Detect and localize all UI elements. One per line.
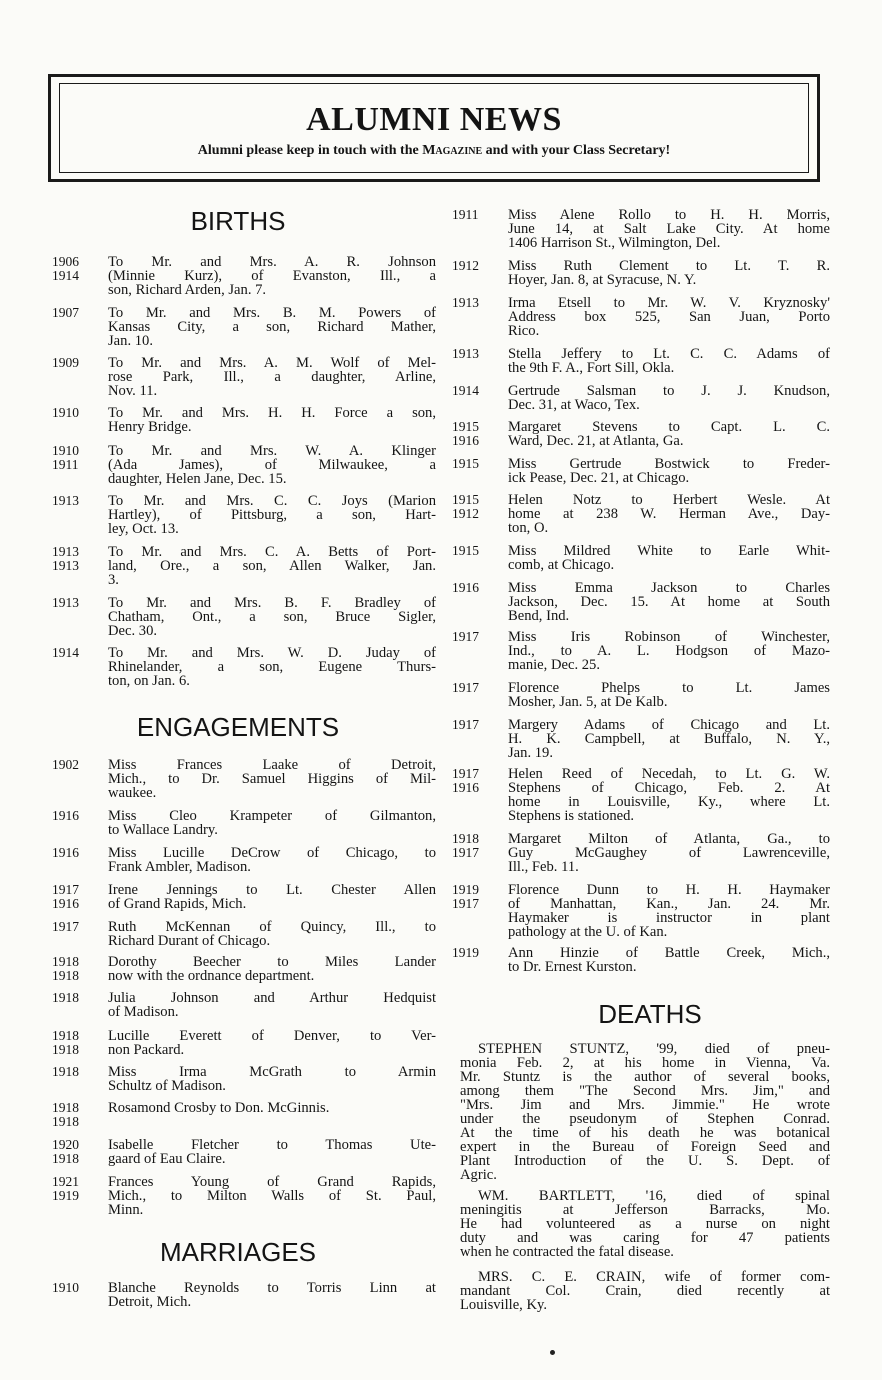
class-year: 1913 bbox=[52, 493, 79, 508]
death-notice-line: mandant Col. Crain, died recently at bbox=[460, 1283, 830, 1299]
entry-years bbox=[52, 494, 98, 508]
marriages-heading: MARRIAGES bbox=[159, 1237, 317, 1267]
death-notice bbox=[460, 1270, 830, 1312]
class-year: 1913 bbox=[52, 595, 79, 610]
entry-line: Chatham, Ont., a son, Bruce Sigler, bbox=[108, 609, 436, 625]
death-notice-line: when he contracted the fatal disease. bbox=[460, 1244, 674, 1260]
class-year: 1918 bbox=[52, 1151, 79, 1166]
class-year: 1913 bbox=[452, 295, 479, 310]
left-column bbox=[52, 0, 436, 1380]
class-year: 1915 bbox=[452, 456, 479, 471]
class-year: 1916 bbox=[452, 433, 479, 448]
class-year: 1911 bbox=[52, 457, 79, 472]
entry-years bbox=[452, 259, 498, 273]
entry-years bbox=[52, 1281, 98, 1295]
class-year: 1910 bbox=[52, 1280, 79, 1295]
class-year: 1913 bbox=[452, 346, 479, 361]
death-notice-line: under the pseudonym of Stephen Conrad. bbox=[460, 1111, 830, 1127]
entry-text bbox=[508, 347, 830, 375]
entry-line: Miss Emma Jackson to Charles bbox=[508, 580, 830, 596]
entry-line: Rhinelander, a son, Eugene Thurs- bbox=[108, 659, 436, 675]
entry-years bbox=[52, 1029, 98, 1057]
class-year: 1918 bbox=[52, 968, 79, 983]
entry-text bbox=[108, 920, 436, 948]
entry-line: Bend, Ind. bbox=[508, 608, 570, 624]
entry-line: To Mr. and Mrs. W. D. Juday of bbox=[108, 645, 436, 661]
entry-years bbox=[52, 406, 98, 420]
entry-line: manie, Dec. 25. bbox=[508, 657, 600, 673]
death-notice-line: WM. BARTLETT, '16, died of spinal bbox=[478, 1188, 830, 1204]
entry-line: of Grand Rapids, Mich. bbox=[108, 896, 247, 912]
class-year: 1919 bbox=[452, 882, 479, 897]
death-notice-line: Mr. Stuntz is the author of several books, bbox=[460, 1069, 830, 1085]
entry-line: Detroit, Mich. bbox=[108, 1294, 192, 1310]
entry-line: Stephens is stationed. bbox=[508, 808, 635, 824]
entry-years bbox=[452, 581, 498, 595]
entry-years bbox=[52, 255, 98, 283]
engagements-heading: ENGAGEMENTS bbox=[136, 712, 340, 742]
entry-line: Haymaker is instructor in plant bbox=[508, 910, 830, 926]
entry-line: Ill., Feb. 11. bbox=[508, 859, 579, 875]
class-year: 1916 bbox=[52, 808, 79, 823]
entry-line: Mosher, Jan. 5, at De Kalb. bbox=[508, 694, 668, 710]
entry-line: Julia Johnson and Arthur Hedquist bbox=[108, 990, 436, 1006]
entry-years bbox=[52, 545, 98, 573]
death-notice-line: STEPHEN STUNTZ, '99, died of pneu- bbox=[478, 1041, 830, 1057]
entry-years bbox=[452, 384, 498, 398]
class-year: 1915 bbox=[452, 419, 479, 434]
entry-line: Nov. 11. bbox=[108, 383, 158, 399]
entry-line: To Mr. and Mrs. W. A. Klinger bbox=[108, 443, 436, 459]
death-notice-line: duty and was caring for 47 patients bbox=[460, 1230, 830, 1246]
entry-text bbox=[508, 384, 830, 412]
entry-line: to Dr. Ernest Kurston. bbox=[508, 959, 637, 975]
death-notice-line: "Mrs. Jim and Mrs. Jimmie." He wrote bbox=[460, 1097, 830, 1113]
entry-text bbox=[108, 494, 436, 536]
entry-line: Margery Adams of Chicago and Lt. bbox=[508, 717, 830, 733]
entry-years bbox=[452, 457, 498, 471]
entry-years bbox=[452, 347, 498, 361]
class-year: 1909 bbox=[52, 355, 79, 370]
class-year: 1918 bbox=[52, 954, 79, 969]
entry-years bbox=[52, 846, 98, 860]
entry-line: Dorothy Beecher to Miles Lander bbox=[108, 954, 436, 970]
entry-line: Blanche Reynolds to Torris Linn at bbox=[108, 1280, 436, 1296]
entry-text bbox=[108, 1281, 436, 1309]
entry-line: Irene Jennings to Lt. Chester Allen bbox=[108, 882, 436, 898]
entry-line: Miss Iris Robinson of Winchester, bbox=[508, 629, 830, 645]
entry-line: Jackson, Dec. 15. At home at South bbox=[508, 594, 830, 610]
class-year: 1910 bbox=[52, 405, 79, 420]
deaths-heading: DEATHS bbox=[598, 999, 702, 1029]
entry-years bbox=[452, 832, 498, 860]
entry-line: the 9th F. A., Fort Sill, Okla. bbox=[508, 360, 675, 376]
subtitle-magazine: Magazine bbox=[422, 143, 483, 158]
entry-line: Miss Alene Rollo to H. H. Morris, bbox=[508, 207, 830, 223]
entry-line: Miss Frances Laake of Detroit, bbox=[108, 757, 436, 773]
entry-text bbox=[108, 255, 436, 297]
entry-text bbox=[508, 883, 830, 939]
entry-line: Ward, Dec. 21, at Atlanta, Ga. bbox=[508, 433, 684, 449]
entry-line: Ann Hinzie of Battle Creek, Mich., bbox=[508, 945, 830, 961]
entry-text bbox=[108, 1065, 436, 1093]
entry-line: Jan. 10. bbox=[108, 333, 153, 349]
entry-text bbox=[508, 544, 830, 572]
entry-text bbox=[108, 883, 436, 911]
class-year: 1914 bbox=[452, 383, 479, 398]
class-year: 1918 bbox=[52, 1114, 79, 1129]
death-notice bbox=[460, 1042, 830, 1182]
entry-years bbox=[52, 955, 98, 983]
entry-line: To Mr. and Mrs. C. C. Joys (Marion bbox=[108, 493, 436, 509]
class-year: 1902 bbox=[52, 757, 79, 772]
entry-years bbox=[452, 946, 498, 960]
entry-years bbox=[52, 920, 98, 934]
entry-text bbox=[108, 758, 436, 800]
entry-line: now with the ordnance department. bbox=[108, 968, 315, 984]
entry-line: Margaret Milton of Atlanta, Ga., to bbox=[508, 831, 830, 847]
class-year: 1915 bbox=[452, 492, 479, 507]
class-year: 1919 bbox=[52, 1188, 79, 1203]
entry-years bbox=[452, 544, 498, 558]
entry-line: Schultz of Madison. bbox=[108, 1078, 226, 1094]
entry-line: Florence Dunn to H. H. Haymaker bbox=[508, 882, 830, 898]
entry-line: To Mr. and Mrs. B. F. Bradley of bbox=[108, 595, 436, 611]
entry-line: To Mr. and Mrs. A. R. Johnson bbox=[108, 254, 436, 270]
entry-years bbox=[52, 306, 98, 320]
subtitle-part-3: and with your Class Secretary! bbox=[482, 143, 671, 158]
entry-text bbox=[508, 718, 830, 760]
entry-text bbox=[108, 846, 436, 874]
entry-years bbox=[52, 444, 98, 472]
entry-line: Ind., to A. L. Hodgson of Mazo- bbox=[508, 643, 830, 659]
entry-text bbox=[108, 1138, 436, 1166]
class-year: 1918 bbox=[52, 1042, 79, 1057]
entry-line: Lucille Everett of Denver, to Ver- bbox=[108, 1028, 436, 1044]
class-year: 1907 bbox=[52, 305, 79, 320]
class-year: 1917 bbox=[452, 896, 479, 911]
death-notice-line: At the time of his death he was botanical bbox=[460, 1125, 830, 1141]
entry-line: Miss Lucille DeCrow of Chicago, to bbox=[108, 845, 436, 861]
entry-line: Guy McGaughey of Lawrenceville, bbox=[508, 845, 830, 861]
class-year: 1917 bbox=[452, 766, 479, 781]
entry-line: Stella Jeffery to Lt. C. C. Adams of bbox=[508, 346, 830, 362]
entry-line: To Mr. and Mrs. H. H. Force a son, bbox=[108, 405, 436, 421]
entry-line: daughter, Helen Jane, Dec. 15. bbox=[108, 471, 287, 487]
class-year: 1912 bbox=[452, 258, 479, 273]
class-year: 1918 bbox=[52, 1028, 79, 1043]
entry-line: (Ada James), of Milwaukee, a bbox=[108, 457, 436, 473]
right-column bbox=[452, 0, 830, 1380]
entry-text bbox=[508, 832, 830, 874]
entry-years bbox=[452, 208, 498, 222]
entry-line: land, Ore., a son, Allen Walker, Jan. bbox=[108, 558, 436, 574]
class-year: 1918 bbox=[52, 990, 79, 1005]
class-year: 1916 bbox=[52, 896, 79, 911]
entry-text bbox=[108, 356, 436, 398]
entry-line: Miss Cleo Krampeter of Gilmanton, bbox=[108, 808, 436, 824]
entry-line: Irma Etsell to Mr. W. V. Kryznosky' bbox=[508, 295, 830, 311]
entry-text bbox=[108, 545, 436, 587]
class-year: 1918 bbox=[52, 1100, 79, 1115]
entry-text bbox=[108, 1175, 436, 1217]
subtitle-part-1: Alumni please keep in touch with the bbox=[197, 143, 423, 158]
entry-line: Isabelle Fletcher to Thomas Ute- bbox=[108, 1137, 436, 1153]
entry-line: of Manhattan, Kan., Jan. 24. Mr. bbox=[508, 896, 830, 912]
class-year: 1913 bbox=[52, 544, 79, 559]
class-year: 1921 bbox=[52, 1174, 79, 1189]
class-year: 1912 bbox=[452, 506, 479, 521]
entry-line: Henry Bridge. bbox=[108, 419, 192, 435]
entry-years bbox=[452, 630, 498, 644]
class-year: 1920 bbox=[52, 1137, 79, 1152]
entry-line: Hoyer, Jan. 8, at Syracuse, N. Y. bbox=[508, 272, 697, 288]
entry-line: Address box 525, San Juan, Porto bbox=[508, 309, 830, 325]
class-year: 1916 bbox=[52, 845, 79, 860]
entry-years bbox=[52, 991, 98, 1005]
entry-line: ley, Oct. 13. bbox=[108, 521, 179, 537]
entry-line: Hartley), of Pittsburg, a son, Hart- bbox=[108, 507, 436, 523]
entry-line: Stephens of Chicago, Feb. 2. At bbox=[508, 780, 830, 796]
entry-line: Frank Ambler, Madison. bbox=[108, 859, 251, 875]
class-year: 1916 bbox=[452, 780, 479, 795]
entry-line: gaard of Eau Claire. bbox=[108, 1151, 226, 1167]
entry-line: Helen Notz to Herbert Wesle. At bbox=[508, 492, 830, 508]
entry-text bbox=[108, 306, 436, 348]
class-year: 1917 bbox=[452, 717, 479, 732]
entry-years bbox=[52, 883, 98, 911]
entry-text bbox=[508, 493, 830, 535]
class-year: 1911 bbox=[452, 207, 479, 222]
entry-line: Miss Ruth Clement to Lt. T. R. bbox=[508, 258, 830, 274]
death-notice-line: He had volunteered as a nurse on night bbox=[460, 1216, 830, 1232]
death-notice bbox=[460, 1189, 830, 1259]
class-year: 1917 bbox=[52, 919, 79, 934]
entry-line: ton, O. bbox=[508, 520, 549, 536]
entry-years bbox=[52, 646, 98, 660]
entry-line: Jan. 19. bbox=[508, 745, 553, 761]
entry-line: comb, at Chicago. bbox=[508, 557, 615, 573]
entry-text bbox=[108, 991, 436, 1019]
entry-line: Dec. 30. bbox=[108, 623, 158, 639]
entry-line: Rico. bbox=[508, 323, 540, 339]
death-notice-line: meningitis at Jefferson Barracks, Mo. bbox=[460, 1202, 830, 1218]
entry-text bbox=[108, 1029, 436, 1057]
class-year: 1918 bbox=[452, 831, 479, 846]
births-heading: BIRTHS bbox=[190, 206, 286, 236]
entry-line: to Wallace Landry. bbox=[108, 822, 218, 838]
entry-line: Dec. 31, at Waco, Tex. bbox=[508, 397, 640, 413]
entry-years bbox=[452, 767, 498, 795]
entry-text bbox=[108, 444, 436, 486]
class-year: 1917 bbox=[452, 845, 479, 860]
entry-text bbox=[108, 596, 436, 638]
entry-line: Mich., to Milton Walls of St. Paul, bbox=[108, 1188, 436, 1204]
entry-line: Kansas City, a son, Richard Mather, bbox=[108, 319, 436, 335]
entry-text bbox=[108, 809, 436, 837]
entry-text bbox=[508, 208, 830, 250]
entry-line: home at 238 W. Herman Ave., Day- bbox=[508, 506, 830, 522]
entry-line: H. K. Campbell, at Buffalo, N. Y., bbox=[508, 731, 830, 747]
entry-line: Miss Irma McGrath to Armin bbox=[108, 1064, 436, 1080]
entry-line: Miss Mildred White to Earle Whit- bbox=[508, 543, 830, 559]
entry-years bbox=[52, 1138, 98, 1166]
class-year: 1913 bbox=[52, 558, 79, 573]
entry-line: home in Louisville, Ky., where Lt. bbox=[508, 794, 830, 810]
entry-line: Richard Durant of Chicago. bbox=[108, 933, 271, 949]
death-notice-line: expert in the Bureau of Foreign Seed and bbox=[460, 1139, 830, 1155]
entry-years bbox=[452, 420, 498, 448]
page-title: ALUMNI NEWS bbox=[306, 101, 562, 138]
entry-text bbox=[508, 581, 830, 623]
entry-years bbox=[452, 883, 498, 911]
entry-text bbox=[508, 296, 830, 338]
entry-line: June 14, at Salt Lake City. At home bbox=[508, 221, 830, 237]
entry-line: non Packard. bbox=[108, 1042, 185, 1058]
entry-years bbox=[52, 809, 98, 823]
entry-line: Rosamond Crosby to Don. McGinnis. bbox=[108, 1100, 330, 1116]
class-year: 1916 bbox=[452, 580, 479, 595]
entry-line: (Minnie Kurz), of Evanston, Ill., a bbox=[108, 268, 436, 284]
class-year: 1917 bbox=[452, 680, 479, 695]
entry-text bbox=[508, 630, 830, 672]
entry-line: of Madison. bbox=[108, 1004, 179, 1020]
entry-text bbox=[508, 946, 830, 974]
death-notice-line: Plant Introduction of the U. S. Dept. of bbox=[460, 1153, 830, 1169]
entry-line: Florence Phelps to Lt. James bbox=[508, 680, 830, 696]
entry-years bbox=[52, 356, 98, 370]
entry-line: Gertrude Salsman to J. J. Knudson, bbox=[508, 383, 830, 399]
page-end-mark bbox=[550, 1350, 555, 1355]
entry-line: pathology at the U. of Kan. bbox=[508, 924, 668, 940]
class-year: 1917 bbox=[452, 629, 479, 644]
entry-line: ick Pease, Dec. 21, at Chicago. bbox=[508, 470, 690, 486]
entry-line: Ruth McKennan of Quincy, Ill., to bbox=[108, 919, 436, 935]
entry-line: Miss Gertrude Bostwick to Freder- bbox=[508, 456, 830, 472]
entry-years bbox=[52, 1175, 98, 1203]
entry-years bbox=[452, 296, 498, 310]
death-notice-line: Agric. bbox=[460, 1167, 497, 1183]
class-year: 1919 bbox=[452, 945, 479, 960]
entry-line: To Mr. and Mrs. B. M. Powers of bbox=[108, 305, 436, 321]
entry-text bbox=[508, 259, 830, 287]
entry-years bbox=[52, 1065, 98, 1079]
entry-years bbox=[452, 493, 498, 521]
entry-line: son, Richard Arden, Jan. 7. bbox=[108, 282, 267, 298]
entry-text bbox=[108, 1101, 436, 1115]
entry-line: Mich., to Dr. Samuel Higgins of Mil- bbox=[108, 771, 436, 787]
death-notice-line: Louisville, Ky. bbox=[460, 1297, 548, 1313]
entry-line: waukee. bbox=[108, 785, 157, 801]
entry-text bbox=[508, 457, 830, 485]
class-year: 1917 bbox=[52, 882, 79, 897]
entry-text bbox=[508, 420, 830, 448]
entry-line: ton, on Jan. 6. bbox=[108, 673, 190, 689]
entry-years bbox=[452, 681, 498, 695]
entry-years bbox=[52, 1101, 98, 1129]
entry-years bbox=[452, 718, 498, 732]
class-year: 1915 bbox=[452, 543, 479, 558]
entry-line: Frances Young of Grand Rapids, bbox=[108, 1174, 436, 1190]
class-year: 1910 bbox=[52, 443, 79, 458]
entry-text bbox=[108, 955, 436, 983]
entry-line: To Mr. and Mrs. C. A. Betts of Port- bbox=[108, 544, 436, 560]
entry-years bbox=[52, 596, 98, 610]
entry-text bbox=[508, 681, 830, 709]
class-year: 1914 bbox=[52, 268, 79, 283]
entry-years bbox=[52, 758, 98, 772]
entry-line: Margaret Stevens to Capt. L. C. bbox=[508, 419, 830, 435]
entry-line: 1406 Harrison St., Wilmington, Del. bbox=[508, 235, 721, 251]
entry-line: 3. bbox=[108, 572, 119, 588]
class-year: 1906 bbox=[52, 254, 79, 269]
entry-text bbox=[108, 406, 436, 434]
death-notice-line: monia Feb. 2, at his home in Vienna, Va. bbox=[460, 1055, 830, 1071]
class-year: 1918 bbox=[52, 1064, 79, 1079]
entry-line: rose Park, Ill., a daughter, Arline, bbox=[108, 369, 436, 385]
entry-line: Helen Reed of Necedah, to Lt. G. W. bbox=[508, 766, 830, 782]
entry-line: To Mr. and Mrs. A. M. Wolf of Mel- bbox=[108, 355, 436, 371]
class-year: 1914 bbox=[52, 645, 79, 660]
death-notice-line: among them "The Second Mrs. Jim," and bbox=[460, 1083, 830, 1099]
entry-text bbox=[108, 646, 436, 688]
entry-text bbox=[508, 767, 830, 823]
entry-line: Minn. bbox=[108, 1202, 144, 1218]
death-notice-line: MRS. C. E. CRAIN, wife of former com- bbox=[478, 1269, 830, 1285]
